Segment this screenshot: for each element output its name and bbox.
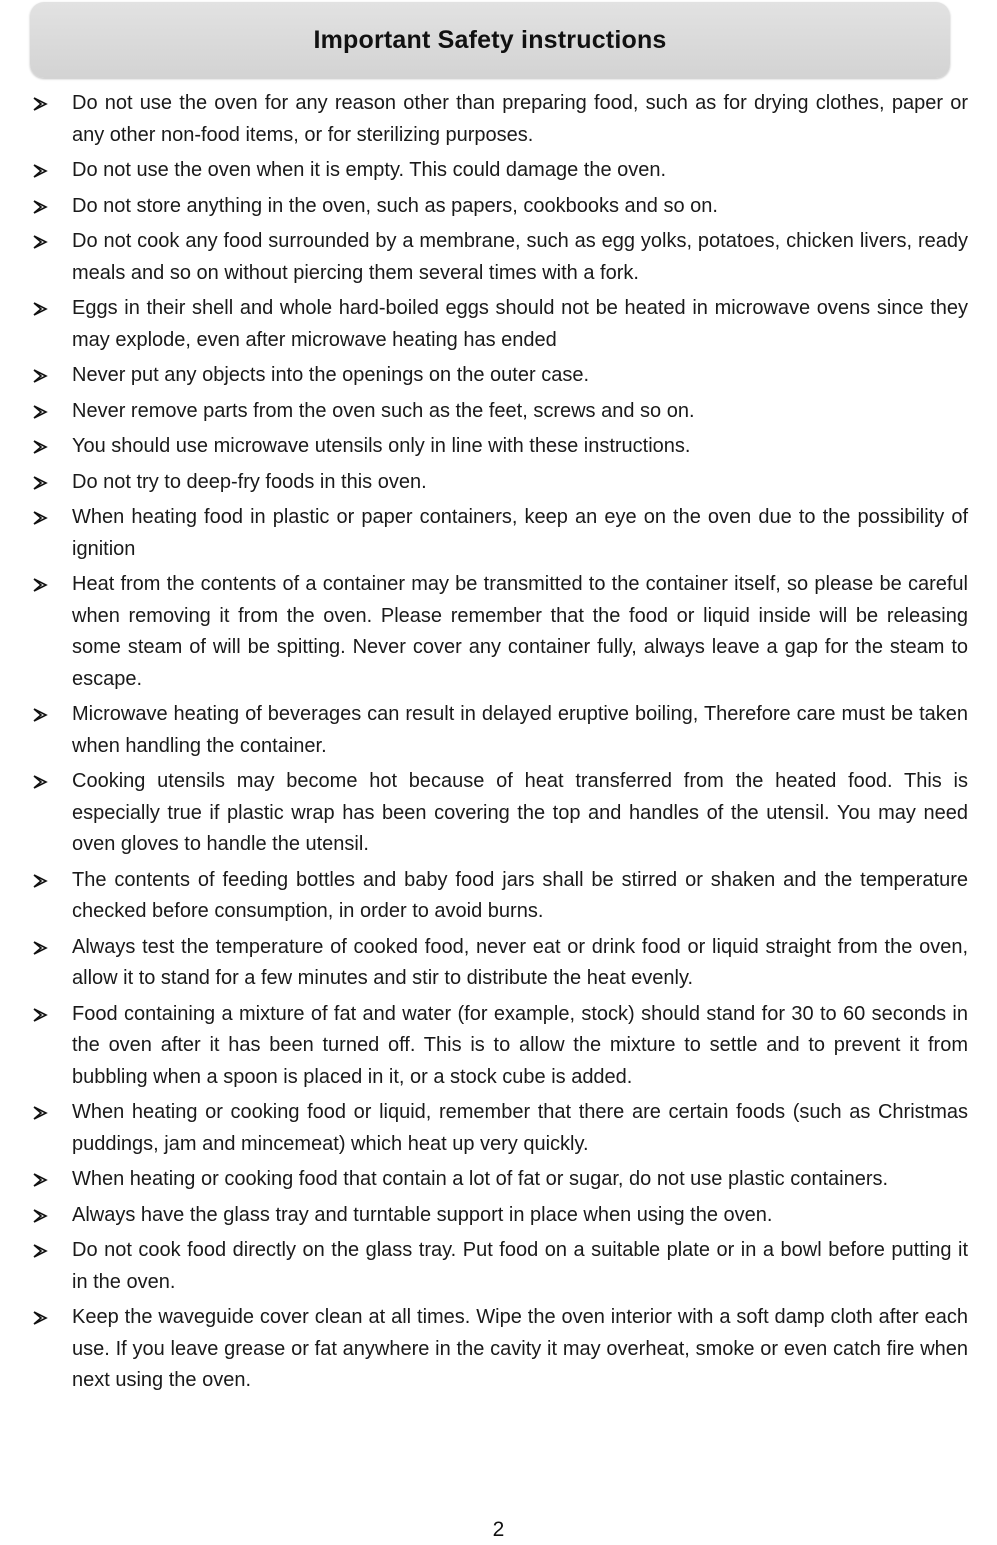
section-header <box>30 2 950 78</box>
list-item <box>32 88 968 151</box>
list-item-text: Never put any objects into the openings on the outer case. <box>72 364 590 386</box>
list-item <box>32 191 968 223</box>
arrow-bullet-icon <box>32 502 72 526</box>
arrow-bullet-icon <box>32 699 72 723</box>
arrow-bullet-icon <box>32 932 72 956</box>
arrow-bullet-icon <box>32 226 72 250</box>
list-item-text: Do not try to deep-fry foods in this oven. <box>72 470 427 493</box>
arrow-bullet-icon <box>32 1235 72 1259</box>
list-item-text: When heating or cooking food that contain a lot of fat or sugar, do not use plastic containers. <box>72 1168 889 1190</box>
arrow-bullet-icon <box>32 1200 72 1224</box>
list-item <box>32 293 968 356</box>
arrow-bullet-icon <box>32 1097 72 1121</box>
list-item <box>32 1164 968 1196</box>
list-item-text: Do not cook any food surrounded by a membrane, such as egg yolks, potatoes, chicken livers, ready meals and so on without piercing them several times with a fork. <box>72 230 968 284</box>
arrow-bullet-icon <box>32 191 72 215</box>
list-item <box>32 999 968 1094</box>
list-item-text: Never remove parts from the oven such as the feet, screws and so on. <box>72 399 695 422</box>
arrow-bullet-icon <box>32 865 72 889</box>
list-item-text: Microwave heating of beverages can result in delayed eruptive boiling, Therefore care must be taken when handling the container. <box>72 703 968 757</box>
page-number: 2 <box>492 1518 505 1541</box>
arrow-bullet-icon <box>32 1164 72 1188</box>
arrow-bullet-icon <box>32 999 72 1023</box>
list-item <box>32 932 968 995</box>
list-item <box>32 569 968 695</box>
list-item-text: Heat from the contents of a container may be transmitted to the container itself, so please be careful when removing it from the oven. Please remember that the food or liquid inside will be releasing some steam of will be spitting. Never cover any container fully, always leave a gap for the steam to escape. <box>72 573 968 690</box>
list-item-text: Keep the waveguide cover clean at all times. Wipe the oven interior with a soft damp cloth after each use. If you leave grease or fat anywhere in the cavity it may overheat, smoke or even catch fire when next using the oven. <box>72 1306 968 1391</box>
list-item-text: Do not cook food directly on the glass tray. Put food on a suitable plate or in a bowl before putting it in the oven. <box>72 1239 968 1293</box>
list-item <box>32 766 968 861</box>
list-item-text: The contents of feeding bottles and baby food jars shall be stirred or shaken and the temperature checked before consumption, in order to avoid burns. <box>72 868 968 922</box>
list-item <box>32 699 968 762</box>
arrow-bullet-icon <box>32 155 72 179</box>
list-item <box>32 1302 968 1397</box>
arrow-bullet-icon <box>32 467 72 491</box>
list-item-text: Food containing a mixture of fat and water (for example, stock) should stand for 30 to 60 seconds in the oven after it has been turned off. This is to allow the mixture to settle and to prevent it from bubbling when a spoon is placed in it, or a stock cube is added. <box>72 1002 968 1088</box>
list-item <box>32 1235 968 1298</box>
arrow-bullet-icon <box>32 88 72 112</box>
arrow-bullet-icon <box>32 766 72 790</box>
arrow-bullet-icon <box>32 360 72 384</box>
list-item-text: Cooking utensils may become hot because of heat transferred from the heated food. This is especially true if plastic wrap has been covering the top and handles of the utensil. You may need oven gloves to handle the utensil. <box>72 770 968 855</box>
list-item <box>32 396 968 428</box>
list-item <box>32 155 968 187</box>
arrow-bullet-icon <box>32 396 72 420</box>
list-item-text: Do not store anything in the oven, such as papers, cookbooks and so on. <box>72 194 718 217</box>
list-item-text: Do not use the oven for any reason other than preparing food, such as for drying clothes, paper or any other non-food items, or for sterilizing purposes. <box>72 92 968 146</box>
list-item <box>32 467 968 499</box>
list-item-text: When heating or cooking food or liquid, remember that there are certain foods (such as Christmas puddings, jam and mincemeat) which heat up very quickly. <box>72 1101 968 1155</box>
list-item <box>32 502 968 565</box>
list-item-text: Do not use the oven when it is empty. This could damage the oven. <box>72 159 667 181</box>
list-item <box>32 1200 968 1232</box>
list-item <box>32 226 968 289</box>
list-item <box>32 360 968 392</box>
arrow-bullet-icon <box>32 1302 72 1326</box>
list-item <box>32 1097 968 1160</box>
page-title: Important Safety instructions <box>313 25 667 54</box>
list-item <box>32 865 968 928</box>
list-item <box>32 431 968 463</box>
arrow-bullet-icon <box>32 293 72 317</box>
arrow-bullet-icon <box>32 431 72 455</box>
list-item-text: Eggs in their shell and whole hard-boiled eggs should not be heated in microwave ovens since they may explode, even after microwave heating has ended <box>72 297 968 351</box>
list-item-text: Always test the temperature of cooked food, never eat or drink food or liquid straight from the oven, allow it to stand for a few minutes and stir to distribute the heat evenly. <box>72 935 968 989</box>
arrow-bullet-icon <box>32 569 72 593</box>
list-item-text: When heating food in plastic or paper containers, keep an eye on the oven due to the possibility of ignition <box>72 506 968 560</box>
safety-instructions-list <box>32 88 968 1401</box>
list-item-text: You should use microwave utensils only in line with these instructions. <box>72 435 691 457</box>
list-item-text: Always have the glass tray and turntable support in place when using the oven. <box>72 1203 773 1226</box>
